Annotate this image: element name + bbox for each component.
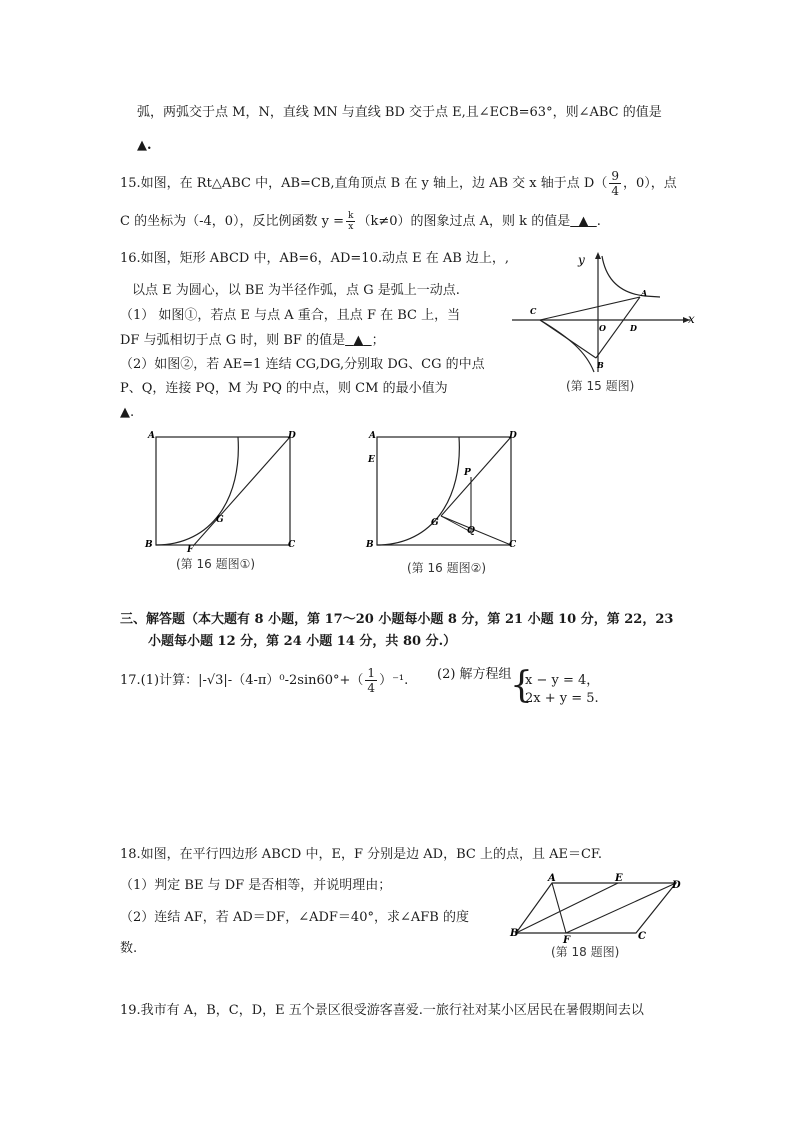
q15-label-x: x: [688, 312, 695, 326]
q18-line3: （2）连结 AF，若 AD＝DF，∠ADF＝40°，求∠AFB 的度: [120, 910, 469, 925]
q16-fig1-label-C: C: [288, 540, 296, 550]
q16-fig2-label-B: B: [366, 540, 374, 550]
q18-line2: （1）判定 BE 与 DF 是否相等，并说明理由；: [120, 878, 392, 893]
q18-label-C: C: [638, 931, 646, 942]
q16-fig1-label-B: B: [145, 540, 153, 550]
q16-fig1-label-F: F: [187, 545, 194, 555]
q18-figure: [508, 870, 688, 946]
q18-line4: 数.: [120, 941, 138, 956]
q15-label-O: O: [599, 323, 606, 333]
q14-line1: 弧，两弧交于点 M，N，直线 MN 与直线 BD 交于点 E,且∠ECB=63°，则∠ABC 的值是: [137, 105, 662, 120]
q18-label-E: E: [615, 873, 623, 884]
q16-caption1: (第 16 题图①): [176, 557, 256, 571]
q16-fig2-label-C: C: [509, 540, 517, 550]
q16-fig2-label-P: P: [464, 468, 471, 478]
q16-line3: （1） 如图①，若点 E 与点 A 重合，且点 F 在 BC 上，当: [120, 308, 461, 323]
q15-label-D: D: [630, 323, 637, 333]
q16-fig2-label-D: D: [509, 431, 517, 441]
q15-line2: C 的坐标为（-4，0），反比例函数 y = $\frac{k}{x}$ （k≠0）的图象过点 A，则 k 的值是 ▲ .: [120, 211, 601, 232]
q16-figure2: [363, 428, 533, 552]
q17-part1: 17.(1)计算：|-√3|-（4-π）⁰-2sin60°+（ $\frac{1}{4}$ ）⁻¹.: [120, 666, 409, 695]
section3-line2: 小题每小题 12 分，第 24 小题 14 分，共 80 分.）: [148, 634, 457, 649]
q17-brace: {: [510, 665, 533, 706]
q18-label-D: D: [672, 880, 681, 891]
q17-eq1: x − y = 4，: [525, 673, 600, 688]
q18-line1: 18.如图，在平行四边形 ABCD 中，E，F 分别是边 AD，BC 上的点，且 AE＝CF.: [120, 847, 603, 862]
q18-caption: (第 18 题图): [551, 945, 620, 959]
q15-label-B: B: [597, 360, 604, 370]
q17-eq2: 2x + y = 5.: [525, 691, 599, 706]
q16-fig2-label-G: G: [431, 518, 439, 528]
q19-line1: 19.我市有 A，B，C，D，E 五个景区很受游客喜爱.一旅行社对某小区居民在暑假期间去以: [120, 1003, 644, 1018]
q16-fig2-label-A: A: [369, 431, 376, 441]
q18-label-B: B: [510, 928, 519, 939]
q16-blank: ▲.: [120, 405, 135, 420]
q15-line1: 15.如图，在 Rt△ABC 中，AB=CB,直角顶点 B 在 y 轴上，边 AB 交 x 轴于点 D（ $\frac{9}{4}$ ，0），点: [120, 169, 677, 198]
q15-label-y: y: [578, 253, 585, 267]
q16-fig1-label-A: A: [148, 431, 155, 441]
q18-label-A: A: [548, 873, 556, 884]
section3-line1: 三、解答题（本大题有 8 小题，第 17～20 小题每小题 8 分，第 21 小题 10 分，第 22，23: [120, 612, 674, 627]
q17-part2: (2) 解方程组: [437, 667, 512, 682]
q15-figure: [510, 248, 700, 374]
q16-line5: （2）如图②，若 AE=1 连结 CG,DG,分别取 DG、CG 的中点: [120, 357, 485, 372]
q16-line6: P、Q，连接 PQ，M 为 PQ 的中点，则 CM 的最小值为: [120, 381, 448, 396]
q16-fig1-label-D: D: [288, 431, 296, 441]
q16-line4: DF 与弧相切于点 G 时，则 BF 的值是 ▲ ；: [120, 333, 385, 348]
q16-fig2-label-Q: Q: [467, 526, 475, 536]
q16-line1: 16.如图，矩形 ABCD 中，AB=6，AD=10.动点 E 在 AB 边上，,: [120, 251, 510, 266]
q16-line2: 以点 E 为圆心，以 BE 为半径作弧，点 G 是弧上一动点.: [132, 283, 460, 298]
q16-caption2: (第 16 题图②): [407, 561, 487, 575]
q14-blank: ▲.: [137, 138, 152, 153]
q16-figure1: [142, 428, 312, 555]
q16-fig2-label-E: E: [368, 455, 375, 465]
q18-label-F: F: [563, 935, 571, 946]
q15-caption: (第 15 题图): [566, 379, 635, 393]
q16-fig1-label-G: G: [216, 515, 224, 525]
q15-label-A: A: [641, 288, 648, 298]
q15-label-C: C: [530, 306, 537, 316]
